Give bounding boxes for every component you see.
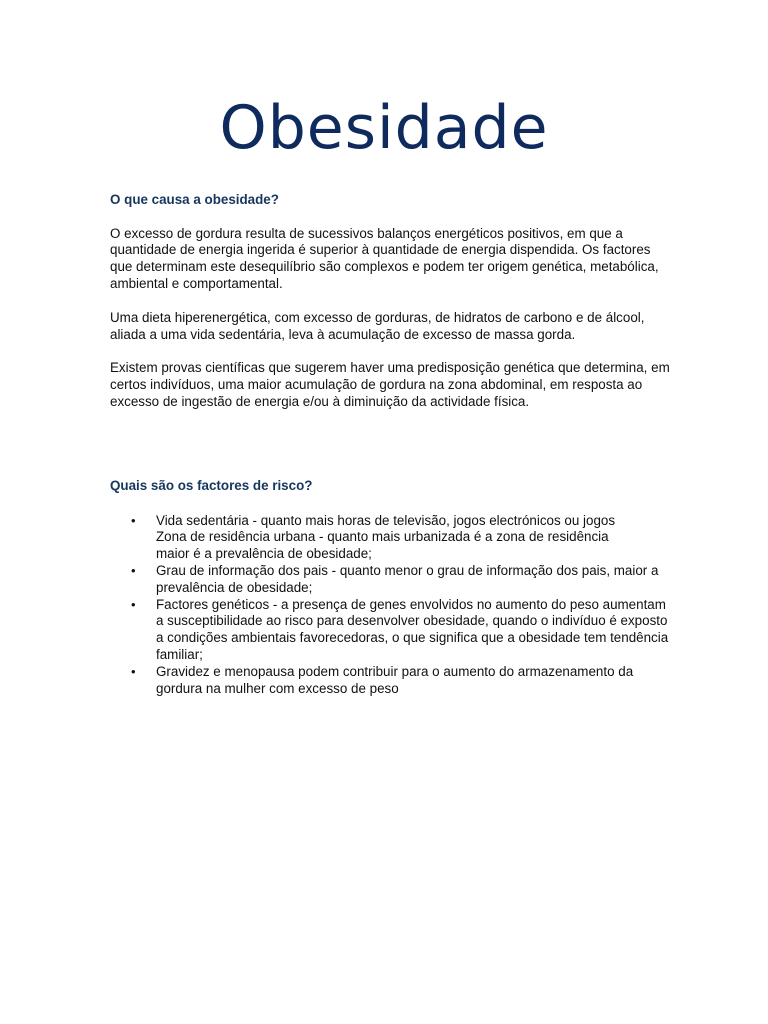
list-item-line: maior é a prevalência de obesidade; [156,546,372,562]
list-item [110,597,670,664]
section-heading-causes: O que causa a obesidade? [110,192,279,207]
list-item [110,563,670,597]
list-item-line: Vida sedentária - quanto mais horas de televisão, jogos electrónicos ou jogos [156,512,616,528]
section-heading-risk-factors: Quais são os factores de risco? [110,477,313,493]
bullet-icon: • [131,562,136,578]
bullet-icon: • [131,663,136,679]
paragraph-diet: Uma dieta hiperenergética, com excesso de gorduras, de hidratos de carbono e de álcool, aliada a uma vida sedentária, leva à acumulação de excesso de massa gorda. [110,309,645,342]
list-item-text: Grau de informação dos pais - quanto menor o grau de informação dos pais, maior a prevalência de obesidade; [156,562,659,595]
page-title: Obesidade [219,93,549,163]
list-item-line: Zona de residência urbana - quanto mais urbanizada é a zona de residência [156,529,609,545]
list-item [110,664,670,698]
document-body [110,192,670,697]
paragraph-energy-balance: O excesso de gordura resulta de sucessivos balanços energéticos positivos, em que a quantidade de energia ingerida é superior à quantidade de energia dispendida. Os factores que determinam este desequilíbrio são complexos e podem ter origem genética, metabólica, ambiental e comportamental. [110,225,659,291]
list-item-text: Factores genéticos - a presença de genes envolvidos no aumento do peso aumentam a susceptibilidade ao risco para desenvolver obesidade, quando o indivíduo é exposto a condições ambientais favorecedoras, o que significa que a obesidade tem tendência familiar; [156,596,669,662]
bullet-icon: • [131,512,136,528]
paragraph-genetics: Existem provas científicas que sugerem haver uma predisposição genética que determina, em certos indivíduos, uma maior acumulação de gordura na zona abdominal, em resposta ao excesso de ingestão de energia e/ou à diminuição da actividade física. [110,360,670,409]
list-item-text: Gravidez e menopausa podem contribuir para o aumento do armazenamento da gordura na mulher com excesso de peso [156,663,634,696]
risk-factors-list [110,513,670,698]
bullet-icon: • [131,596,136,612]
list-item [110,513,670,563]
